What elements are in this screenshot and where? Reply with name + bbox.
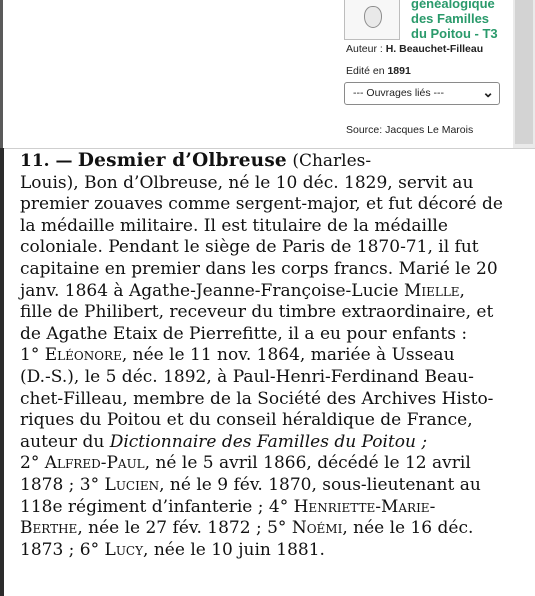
related-works-select[interactable] [344,82,500,105]
entry-text: , né le 9 fév. 1870, sous-lieutenant au [159,474,481,495]
book-info-panel [0,0,535,148]
entry-line [20,497,532,519]
entry-line [20,475,532,497]
scrollbar-thumb[interactable] [515,0,533,144]
book-reference: Dictionnaire des Familles du Poitou ; [109,431,428,452]
edited-line [346,65,411,77]
entry-line: premier zouaves comme sergent-major, et fut décoré de [20,194,503,215]
entry-line [20,150,532,173]
entry-text: , née le 16 déc. [342,518,474,539]
entry-text: , née le 11 nov. 1864, mariée à Usseau [121,345,455,366]
author-line [346,43,483,55]
entry-line [20,281,532,303]
child-name: Henriette-Marie- [293,496,436,517]
entry-text: janv. 1864 à Agathe-Jeanne-Françoise-Lucie [20,280,399,301]
entry-line [20,453,532,475]
child-name: Alfred-Paul [44,453,145,474]
genealogy-entry [20,150,532,561]
book-cover-thumbnail[interactable] [344,0,400,40]
entry-line [20,432,532,454]
book-title-line: généalogique [411,0,495,11]
book-title-link[interactable] [411,0,521,41]
entry-text: , né le 5 avril 1866, décédé le 12 avril [144,453,471,474]
author-label: Auteur : [346,43,383,55]
book-title-line: du Poitou - T3 [411,26,498,41]
entry-text: (Charles- [292,151,372,171]
entry-line [20,518,532,540]
entry-line: capitaine en premier dans les corps francs. Marié le 20 [20,258,498,279]
author-name: H. Beauchet-Filleau [385,43,484,55]
scan-left-border [0,148,4,596]
entry-line [20,540,532,562]
coat-of-arms-icon [364,6,382,28]
entry-line: Louis), Bon d’Olbreuse, né le 10 déc. 1829, servit au [20,172,474,193]
entry-text: 118e régiment d’infanterie ; 4° [20,496,289,517]
entry-text: 1873 ; 6° [20,539,100,560]
related-works-select-value: --- Ouvrages liés --- [353,87,445,99]
child-name: Noémi [291,518,343,539]
edited-year: 1891 [387,65,411,77]
entry-line: de Agathe Etaix de Pierrefitte, il a eu pour enfants : [20,323,468,344]
entry-text: 1878 ; 3° [20,474,105,495]
entry-number: 11. — [20,151,73,171]
entry-line [20,345,532,367]
child-name: Eléonore [44,345,122,366]
source-credit: Source: Jacques Le Marois [346,124,474,136]
child-name: Berthe [20,518,78,539]
entry-line: fille de Philibert, receveur du timbre extraordinaire, et [20,302,494,323]
left-edge-shade [0,0,3,148]
scanned-page [0,148,535,596]
entry-text: 2° [20,453,45,474]
entry-line: riques du Poitou et du conseil héraldique de France, [20,410,473,431]
entry-line: la médaille militaire. Il est titulaire de la médaille [20,215,448,236]
entry-surname: Mielle, [403,280,465,301]
entry-text: , née le 10 juin 1881. [143,539,325,560]
entry-text: 1° [20,345,45,366]
chevron-down-icon: ⌄ [482,84,494,100]
child-name: Lucien [104,474,160,495]
entry-line: chet-Filleau, membre de la Société des Archives Histo- [20,388,494,409]
scan-top-divider [0,148,535,149]
entry-text: , née le 27 fév. 1872 ; 5° [77,518,287,539]
edited-label: Edité en [346,65,385,77]
entry-text: auteur du [20,431,110,452]
entry-family-name: Desmier d’Olbreuse [77,150,287,171]
book-title-line: des Familles [411,11,490,26]
entry-line: (D.-S.), le 5 déc. 1892, à Paul-Henri-Ferdinand Beau- [20,366,474,387]
child-name: Lucy [104,539,144,560]
entry-line: coloniale. Pendant le siège de Paris de 1870-71, il fut [20,237,479,258]
